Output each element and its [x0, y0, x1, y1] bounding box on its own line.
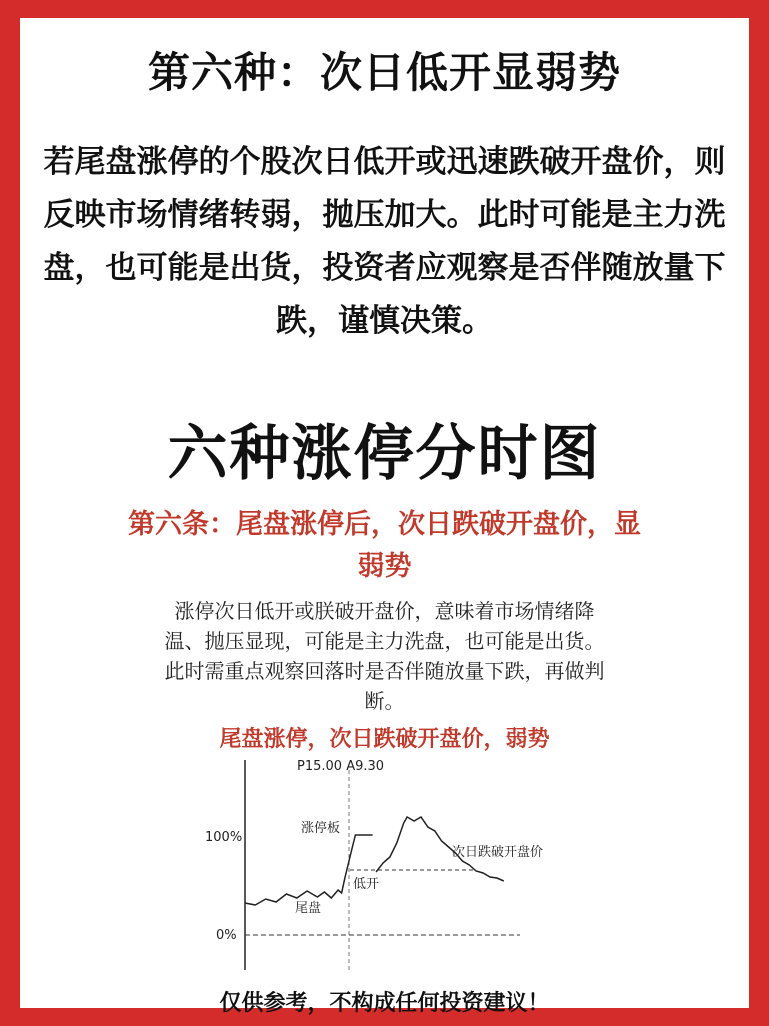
intraday-chart-svg [20, 756, 749, 976]
annotation-tail: 尾盘 [295, 901, 322, 916]
page-title: 第六种：次日低开显弱势 [147, 48, 621, 97]
rule-title: 第六条：尾盘涨停后，次日跌破开盘价，显弱势 [128, 509, 641, 582]
intraday-chart [20, 756, 749, 976]
annotation-break-open: 次日跌破开盘价 [452, 845, 544, 860]
intro-paragraph: 若尾盘涨停的个股次日低开或迅速跌破开盘价，则反映市场情绪转弱，抛压加大。此时可能是主力洗盘，也可能是出货，投资者应观察是否伴随放量下跌，谨慎决策。 [43, 144, 726, 339]
rule-description: 涨停次日低开或朕破开盘价，意味着市场情绪降温、抛压显现，可能是主力洗盘，也可能是出货。此时需重点观察回落时是否伴随放量下跌，再做判断。 [164, 599, 605, 713]
section-title: 六种涨停分时图 [167, 419, 602, 489]
annotation-limit-up: 涨停板 [301, 821, 341, 836]
chart-title: 尾盘涨停，次日跌破开盘价，弱势 [219, 726, 550, 752]
disclaimer: 仅供参考，不构成任何投资建议！ [219, 991, 550, 1016]
poster-card [20, 18, 749, 1016]
annotation-low-open: 低开 [353, 877, 380, 892]
chart-header-label: P15.00 A9.30 [297, 759, 385, 774]
y-tick-100: 100% [205, 830, 243, 845]
y-tick-0: 0% [216, 928, 237, 943]
